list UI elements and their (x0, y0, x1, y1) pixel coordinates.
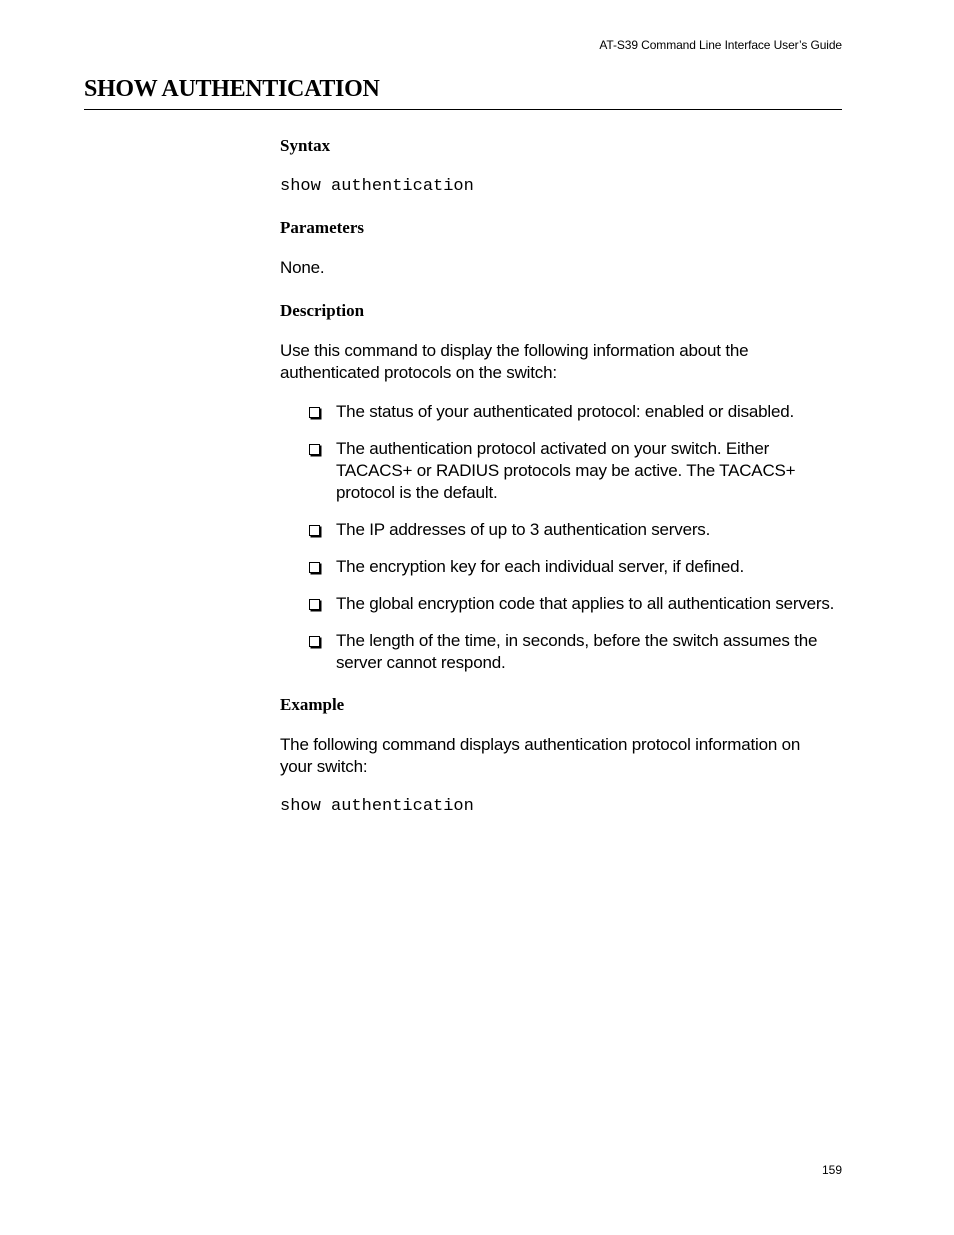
example-text: The following command displays authentication protocol information on your switch: (280, 735, 801, 776)
checkbox-bullet-icon (309, 444, 320, 455)
list-item-text: The authentication protocol activated on your switch. Either TACACS+ or RADIUS protocols may be active. The TACACS+ protocol is the default. (336, 439, 796, 502)
checkbox-bullet-icon (309, 407, 320, 418)
syntax-code: show authentication (280, 177, 474, 196)
running-header: AT-S39 Command Line Interface User’s Guide (599, 38, 842, 52)
list-item (280, 630, 842, 674)
list-item-text: The encryption key for each individual server, if defined. (336, 557, 744, 576)
checkbox-bullet-icon (309, 599, 320, 610)
description-list (280, 401, 842, 674)
list-item-text: The status of your authenticated protocol: enabled or disabled. (336, 402, 795, 421)
list-item (280, 438, 842, 504)
example-heading: Example (280, 695, 345, 714)
parameters-text: None. (280, 258, 325, 277)
checkbox-bullet-icon (309, 562, 320, 573)
parameters-heading: Parameters (280, 218, 365, 237)
list-item-text: The IP addresses of up to 3 authentication servers. (336, 520, 711, 539)
checkbox-bullet-icon (309, 525, 320, 536)
syntax-heading: Syntax (280, 136, 331, 155)
page-title: SHOW AUTHENTICATION (84, 76, 380, 102)
example-code: show authentication (280, 797, 474, 816)
list-item-text: The length of the time, in seconds, before the switch assumes the server cannot respond. (336, 631, 818, 672)
description-heading: Description (280, 301, 365, 320)
page-number: 159 (821, 1163, 842, 1177)
list-item (280, 593, 842, 615)
description-intro: Use this command to display the following information about the authenticated protocols on the switch: (280, 341, 749, 382)
list-item (280, 556, 842, 578)
list-item (280, 401, 842, 423)
main-content (280, 134, 842, 819)
list-item-text: The global encryption code that applies to all authentication servers. (336, 594, 835, 613)
list-item (280, 519, 842, 541)
title-rule (84, 109, 842, 110)
checkbox-bullet-icon (309, 636, 320, 647)
